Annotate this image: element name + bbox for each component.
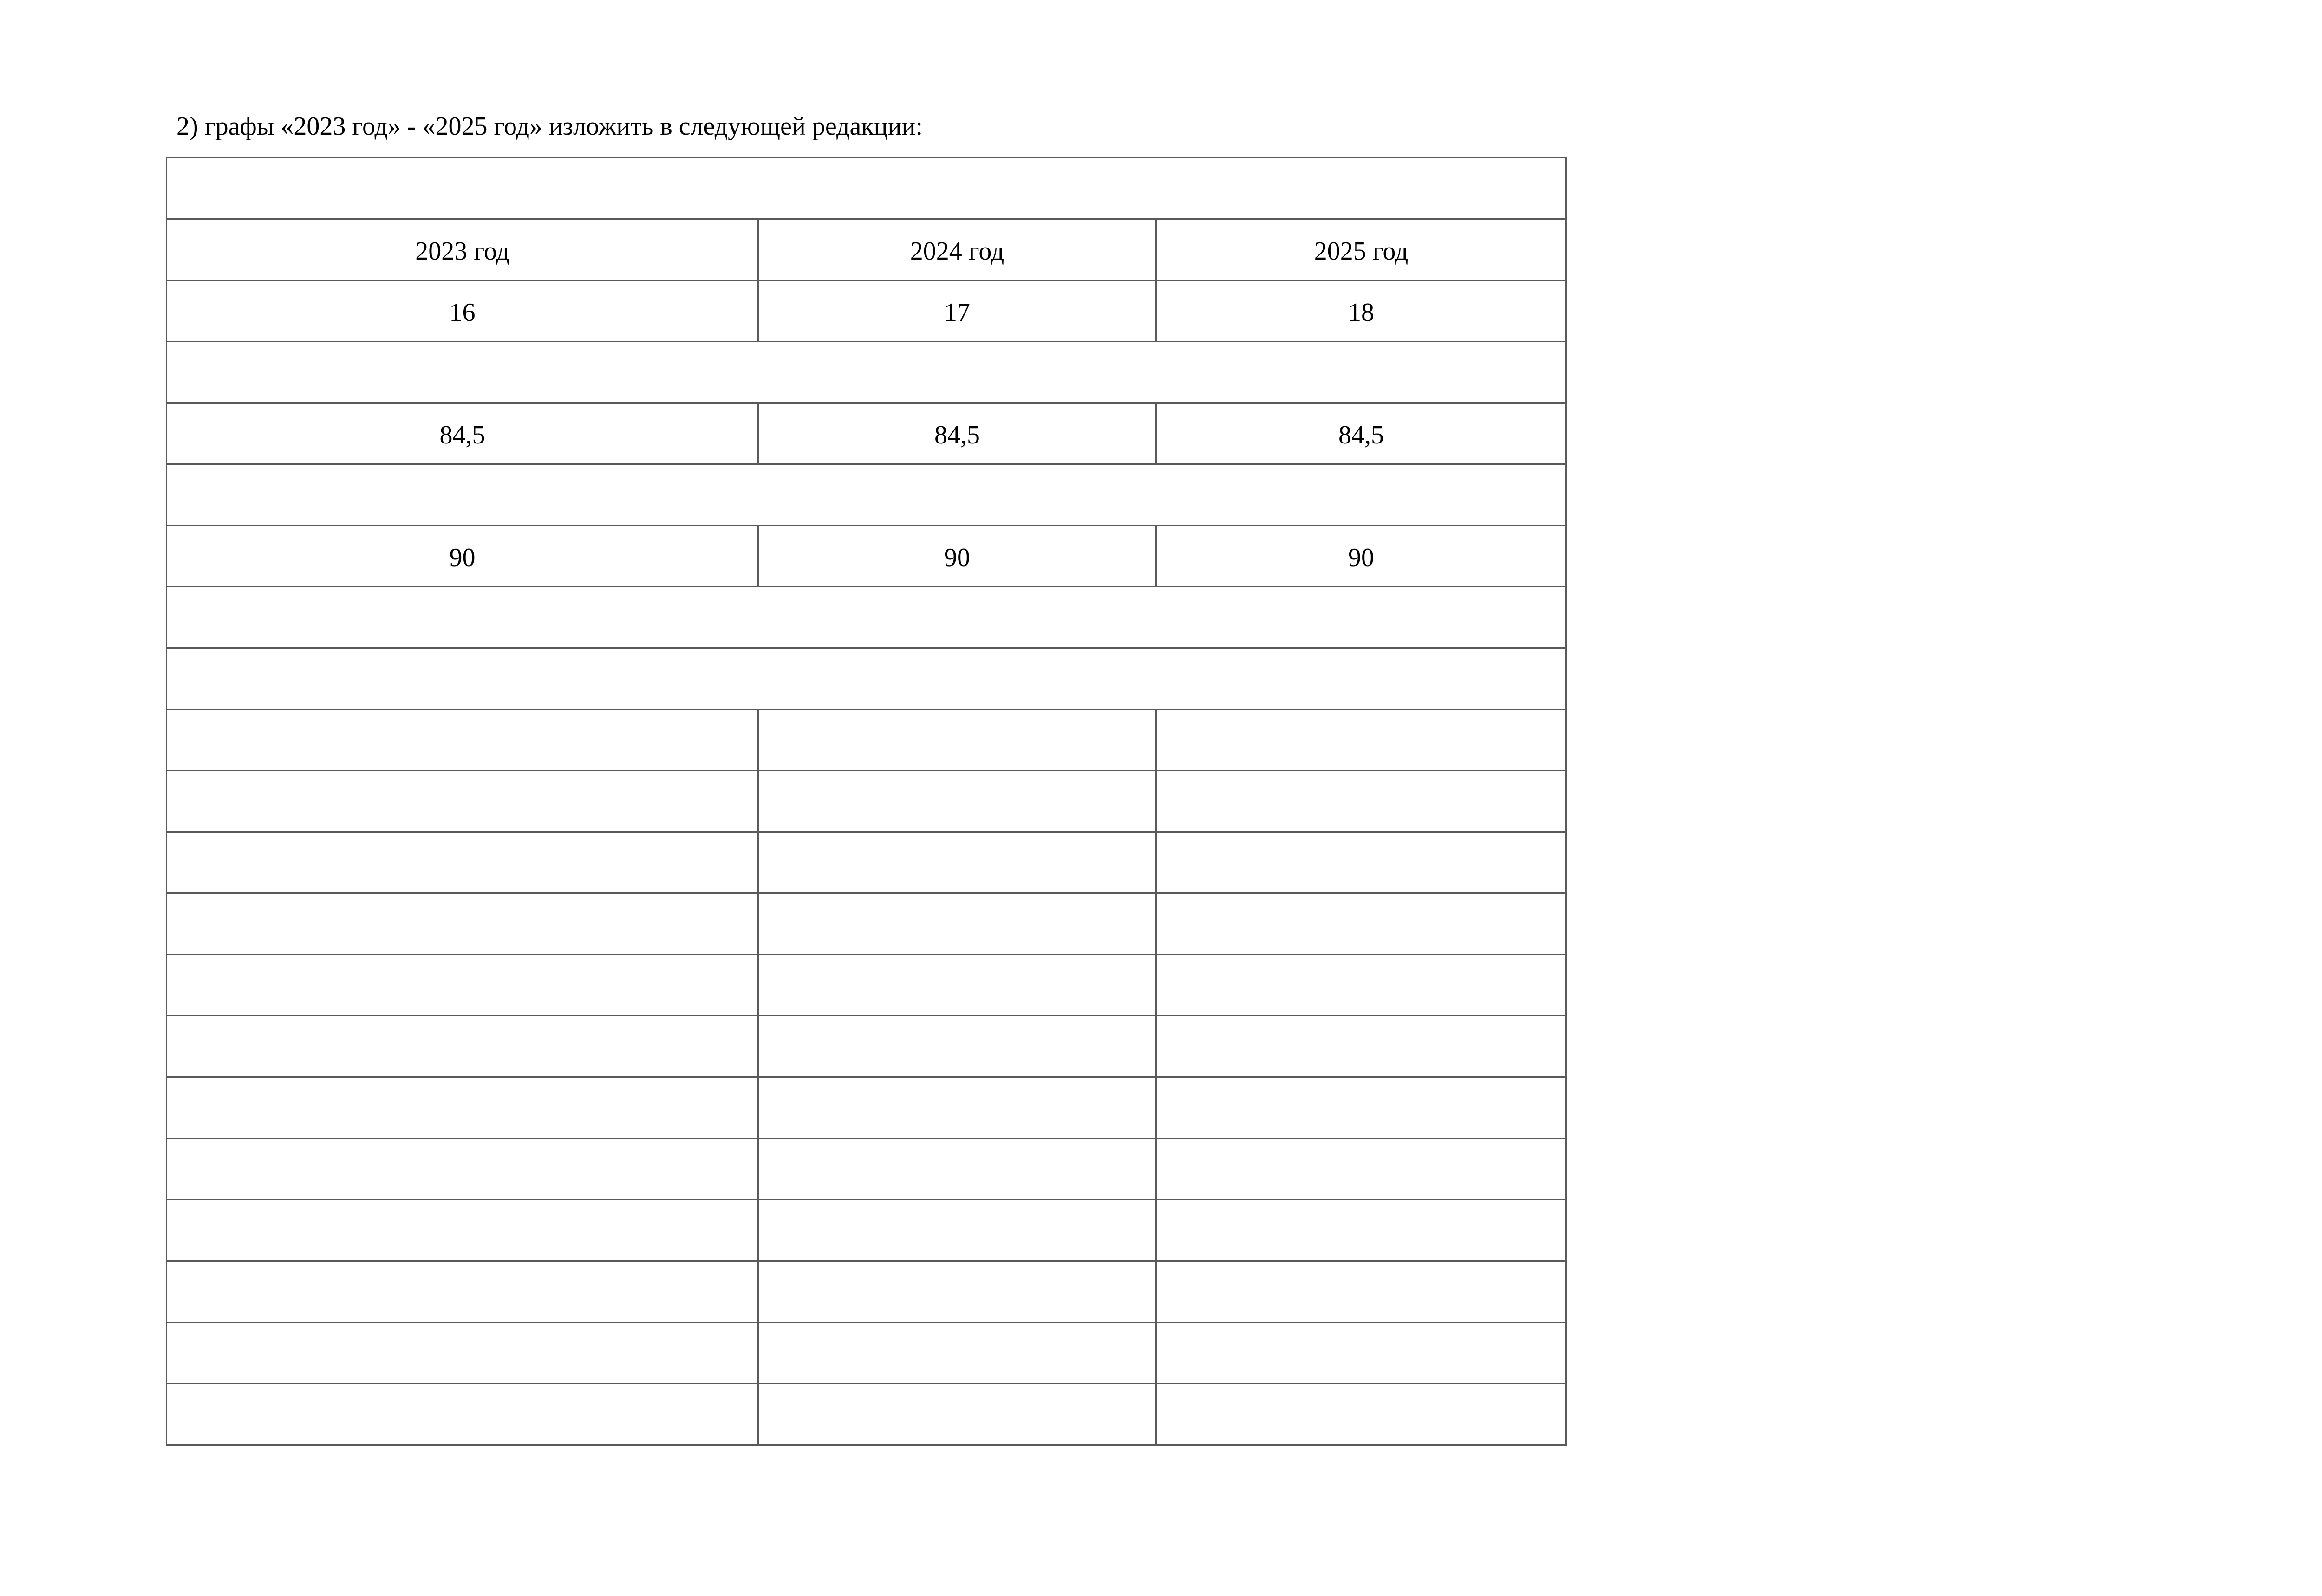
intro-text: 2) графы «2023 год» - «2025 год» изложить в следующей редакции: bbox=[176, 112, 923, 141]
empty-cell bbox=[167, 1200, 758, 1261]
header-cell-2024: 2024 год bbox=[758, 219, 1156, 280]
empty-cell bbox=[167, 955, 758, 1016]
merged-cell bbox=[167, 587, 1566, 648]
table-row-merged bbox=[167, 464, 1566, 526]
table-cell: 84,5 bbox=[1156, 403, 1566, 464]
merged-cell bbox=[167, 342, 1566, 403]
header-cell-2025: 2025 год bbox=[1156, 219, 1566, 280]
table-row-merged bbox=[167, 342, 1566, 403]
empty-cell bbox=[758, 955, 1156, 1016]
header-cell-2023: 2023 год bbox=[167, 219, 758, 280]
empty-cell bbox=[1156, 1077, 1566, 1139]
table-row-empty bbox=[167, 955, 1566, 1016]
empty-cell bbox=[758, 893, 1156, 955]
table-cell: 84,5 bbox=[167, 403, 758, 464]
table-row-empty bbox=[167, 710, 1566, 771]
empty-cell bbox=[1156, 955, 1566, 1016]
table-row-empty bbox=[167, 1139, 1566, 1200]
empty-cell bbox=[167, 1077, 758, 1139]
amendment-table bbox=[166, 157, 1567, 1446]
empty-cell bbox=[758, 1261, 1156, 1322]
empty-cell bbox=[167, 1384, 758, 1445]
empty-cell bbox=[758, 1016, 1156, 1077]
empty-cell bbox=[1156, 1322, 1566, 1384]
merged-cell bbox=[167, 158, 1566, 219]
merged-cell bbox=[167, 464, 1566, 526]
table-row-empty bbox=[167, 771, 1566, 832]
table-row-value bbox=[167, 403, 1566, 464]
table-cell: 84,5 bbox=[758, 403, 1156, 464]
empty-cell bbox=[758, 832, 1156, 893]
empty-cell bbox=[758, 771, 1156, 832]
empty-cell bbox=[167, 1139, 758, 1200]
table-row-value bbox=[167, 526, 1566, 587]
empty-cell bbox=[1156, 832, 1566, 893]
table-row-empty bbox=[167, 832, 1566, 893]
table-row-empty bbox=[167, 1077, 1566, 1139]
empty-cell bbox=[1156, 1016, 1566, 1077]
merged-cell bbox=[167, 648, 1566, 710]
empty-cell bbox=[1156, 1139, 1566, 1200]
table-cell: 90 bbox=[167, 526, 758, 587]
empty-cell bbox=[758, 1384, 1156, 1445]
empty-cell bbox=[1156, 893, 1566, 955]
table-row-empty bbox=[167, 1261, 1566, 1322]
table-cell: 17 bbox=[758, 280, 1156, 342]
empty-cell bbox=[758, 1139, 1156, 1200]
empty-cell bbox=[1156, 1261, 1566, 1322]
empty-cell bbox=[758, 1077, 1156, 1139]
table-row-empty bbox=[167, 1322, 1566, 1384]
table-row-column-numbers bbox=[167, 280, 1566, 342]
table-cell: 16 bbox=[167, 280, 758, 342]
table-row-empty bbox=[167, 1384, 1566, 1445]
empty-cell bbox=[1156, 1200, 1566, 1261]
empty-cell bbox=[167, 710, 758, 771]
empty-cell bbox=[1156, 710, 1566, 771]
empty-cell bbox=[167, 893, 758, 955]
table-cell: 90 bbox=[1156, 526, 1566, 587]
empty-cell bbox=[758, 1322, 1156, 1384]
table-row-merged bbox=[167, 158, 1566, 219]
empty-cell bbox=[167, 1016, 758, 1077]
table-row-empty bbox=[167, 1200, 1566, 1261]
empty-cell bbox=[758, 1200, 1156, 1261]
table-row-header bbox=[167, 219, 1566, 280]
table-cell: 90 bbox=[758, 526, 1156, 587]
empty-cell bbox=[1156, 1384, 1566, 1445]
empty-cell bbox=[167, 771, 758, 832]
empty-cell bbox=[167, 832, 758, 893]
empty-cell bbox=[167, 1322, 758, 1384]
table-row-merged bbox=[167, 587, 1566, 648]
empty-cell bbox=[1156, 771, 1566, 832]
table-cell: 18 bbox=[1156, 280, 1566, 342]
table-row-empty bbox=[167, 893, 1566, 955]
empty-cell bbox=[167, 1261, 758, 1322]
table-row-empty bbox=[167, 1016, 1566, 1077]
empty-cell bbox=[758, 710, 1156, 771]
table-row-merged bbox=[167, 648, 1566, 710]
